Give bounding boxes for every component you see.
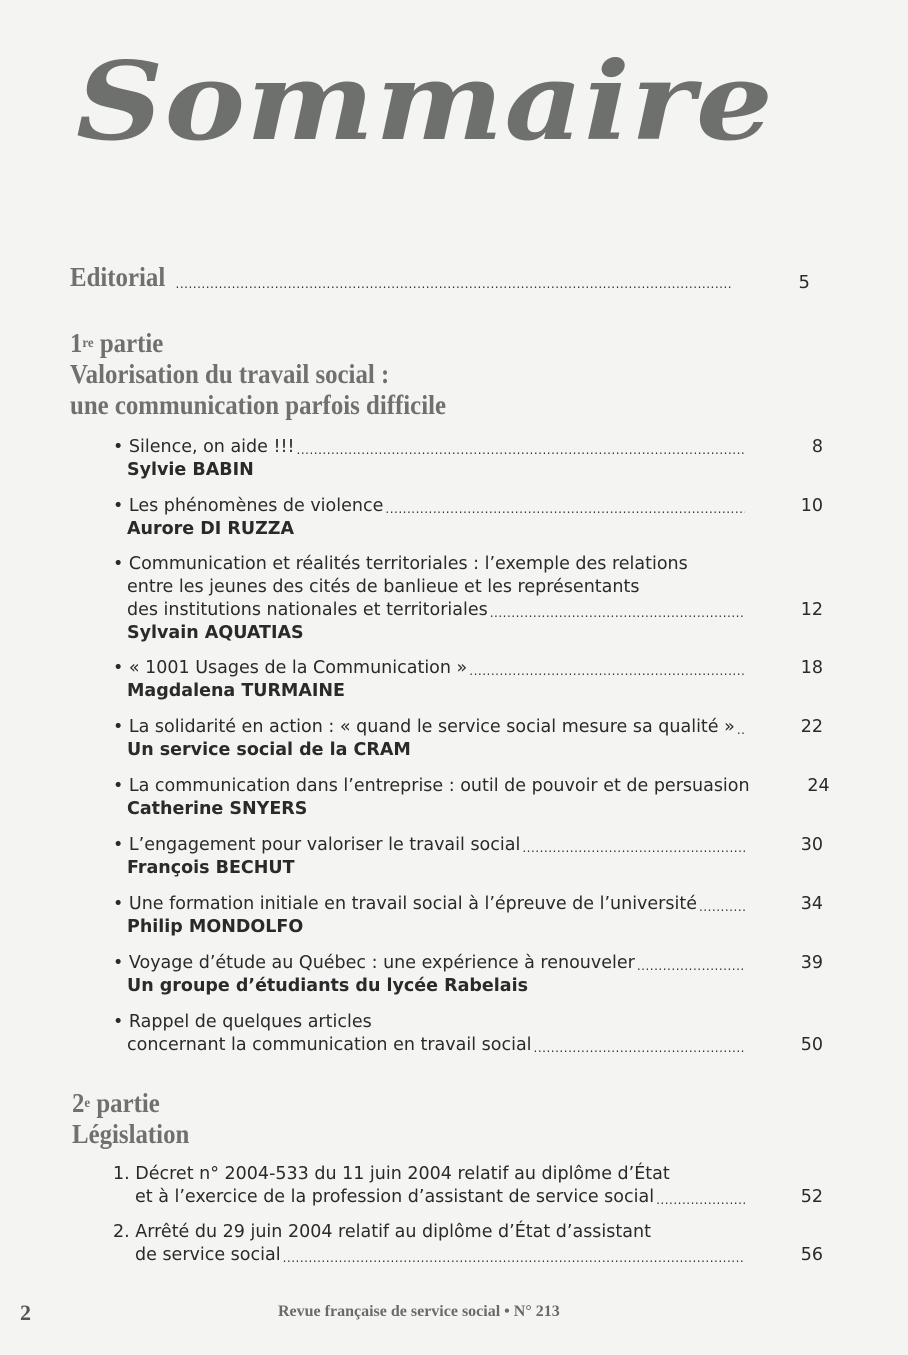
entry-title: • Les phénomènes de violence: [113, 496, 384, 516]
page-number: 56: [800, 1245, 823, 1265]
entry-title-line: et à l’exercice de la profession d’assistant de service social: [135, 1187, 655, 1207]
entry-author: Philip MONDOLFO: [127, 917, 304, 937]
page-number: 10: [800, 496, 823, 516]
leader-dots: [297, 441, 745, 459]
part1-title-line2: une communication parfois difficile: [70, 390, 447, 420]
entry-title: • « 1001 Usages de la Communication »: [113, 658, 468, 678]
entry-title: • Une formation initiale en travail social à l’épreuve de l’université: [113, 894, 697, 914]
toc-entry-editorial[interactable]: [70, 262, 810, 293]
entry-title-line: • Communication et réalités territoriales : l’exemple des relations: [113, 554, 688, 574]
page-number: 18: [800, 658, 823, 678]
toc-entry[interactable]: [113, 1011, 823, 1057]
entry-author: Un groupe d’étudiants du lycée Rabelais: [127, 976, 529, 996]
part-word: partie: [93, 328, 164, 358]
entry-author: Catherine SNYERS: [127, 799, 308, 819]
part-number: 1: [70, 328, 83, 358]
entry-title-line: concernant la communication en travail social: [127, 1035, 532, 1055]
leader-dots: [534, 1039, 745, 1057]
entry-title-line: entre les jeunes des cités de banlieue et les représentants: [127, 577, 640, 597]
toc-entry[interactable]: [113, 553, 823, 645]
leader-dots: [737, 721, 745, 739]
entry-title: • La solidarité en action : « quand le service social mesure sa qualité »: [113, 717, 735, 737]
entry-author: Sylvie BABIN: [127, 460, 254, 480]
footer-journal: Revue française de service social • N° 213: [278, 1303, 560, 1320]
page-number: 39: [800, 953, 823, 973]
toc-entry[interactable]: [113, 952, 823, 998]
leader-dots: [699, 898, 745, 916]
entry-author: Aurore DI RUZZA: [127, 519, 294, 539]
leader-dots: [176, 275, 732, 293]
part2-heading: [72, 1088, 189, 1150]
toc-entry[interactable]: [113, 657, 823, 703]
leader-dots: [656, 1191, 745, 1209]
page-number: 50: [800, 1035, 823, 1055]
page-number: 52: [800, 1187, 823, 1207]
entry-title-line: • Rappel de quelques articles: [113, 1012, 372, 1032]
entry-author: Sylvain AQUATIAS: [127, 623, 304, 643]
leader-dots: [522, 839, 745, 857]
entry-author: François BECHUT: [127, 858, 295, 878]
footer-page-number: 2: [20, 1300, 31, 1325]
entry-title: • Voyage d’étude au Québec : une expérience à renouveler: [113, 953, 635, 973]
toc-entry[interactable]: [113, 1221, 823, 1267]
entry-title-line: 2. Arrêté du 29 juin 2004 relatif au diplôme d’État d’assistant: [113, 1222, 651, 1242]
leader-dots: [283, 1249, 745, 1267]
part-number: 2: [72, 1088, 85, 1118]
part2-title-line1: Législation: [72, 1119, 190, 1149]
entry-title: • L’engagement pour valoriser le travail social: [113, 835, 521, 855]
toc-entry[interactable]: [113, 716, 823, 762]
part-superscript: e: [84, 1096, 91, 1111]
page-number: 5: [798, 272, 810, 293]
page-title: Sommaire: [76, 39, 774, 165]
toc-entry[interactable]: [113, 834, 823, 880]
page-number: 22: [800, 717, 823, 737]
page-number: 24: [807, 776, 830, 796]
toc-entry[interactable]: [113, 1163, 823, 1209]
page-number: 12: [800, 600, 823, 620]
entry-title: • La communication dans l’entreprise : outil de pouvoir et de persuasion: [113, 776, 750, 796]
toc-entry[interactable]: [113, 436, 823, 482]
toc-entry[interactable]: [113, 495, 823, 541]
leader-dots: [637, 957, 745, 975]
page-number: 30: [800, 835, 823, 855]
leader-dots: [385, 500, 745, 518]
editorial-label: Editorial: [70, 262, 166, 292]
entry-author: Magdalena TURMAINE: [127, 681, 346, 701]
page-number: 34: [800, 894, 823, 914]
leader-dots: [469, 662, 745, 680]
entry-title-line: de service social: [135, 1245, 281, 1265]
entry-author: Un service social de la CRAM: [127, 740, 411, 760]
entry-title: • Silence, on aide !!!: [113, 437, 295, 457]
entry-title-line: 1. Décret n° 2004-533 du 11 juin 2004 relatif au diplôme d’État: [113, 1164, 670, 1184]
part-superscript: re: [82, 336, 94, 351]
part-word: partie: [90, 1088, 160, 1118]
part1-title-line1: Valorisation du travail social :: [70, 359, 390, 389]
toc-entry[interactable]: [113, 775, 830, 821]
page-number: 8: [811, 437, 823, 457]
leader-dots: [490, 604, 745, 622]
toc-entry[interactable]: [113, 893, 823, 939]
entry-title-line: des institutions nationales et territoriales: [127, 600, 488, 620]
part1-heading: [70, 328, 446, 421]
